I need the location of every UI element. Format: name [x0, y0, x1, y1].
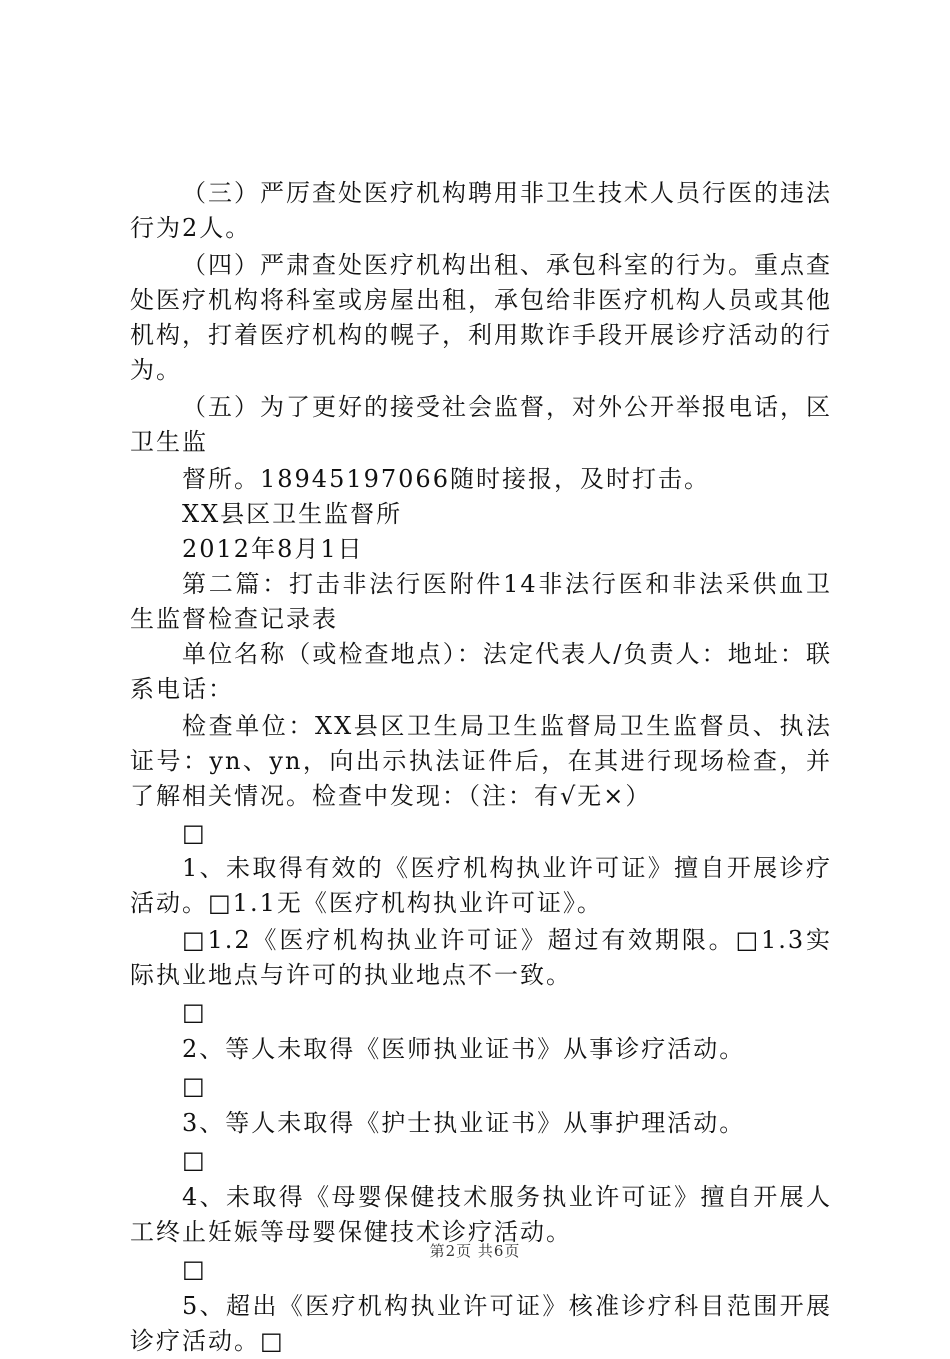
checkbox-line: □	[182, 819, 207, 847]
paragraph-item-3: 3、等人未取得《护士执业证书》从事护理活动。	[182, 1109, 746, 1137]
paragraph-issuer: XX县区卫生监督所	[182, 500, 403, 528]
paragraph-part-two-title: 第二篇：打击非法行医附件14非法行医和非法采供血卫生监督检查记录表	[130, 570, 832, 633]
paragraph-section-4: （四）严肃查处医疗机构出租、承包科室的行为。重点查处医疗机构将科室或房屋出租，承包给非医疗机构人员或其他机构，打着医疗机构的幌子，利用欺诈手段开展诊疗活动的行为。	[130, 251, 832, 384]
paragraph-item-4: 4、未取得《母婴保健技术服务执业许可证》擅自开展人工终止妊娠等母婴保健技术诊疗活动。	[130, 1183, 832, 1246]
checkbox-line: □	[182, 1072, 207, 1100]
paragraph-section-3: （三）严厉查处医疗机构聘用非卫生技术人员行医的违法行为2人。	[130, 179, 832, 242]
document-body	[130, 176, 832, 1359]
paragraph-item-1: 1、未取得有效的《医疗机构执业许可证》擅自开展诊疗活动。□1.1无《医疗机构执业许可证》。	[130, 854, 832, 917]
paragraph-section-5: （五）为了更好的接受社会监督，对外公开举报电话，区卫生监	[130, 393, 832, 456]
paragraph-date: 2012年8月1日	[182, 535, 364, 563]
checkbox-line: □	[182, 1146, 207, 1174]
paragraph-hotline: 督所。18945197066随时接报，及时打击。	[182, 465, 710, 493]
paragraph-item-1-sub: □1.2《医疗机构执业许可证》超过有效期限。□1.3实际执业地点与许可的执业地点不一致。	[130, 926, 832, 989]
paragraph-item-2: 2、等人未取得《医师执业证书》从事诊疗活动。	[182, 1035, 746, 1063]
checkbox-line: □	[182, 1255, 207, 1283]
paragraph-inspection-unit: 检查单位：XX县区卫生局卫生监督局卫生监督员、执法证号：yn、yn，向出示执法证件后，在其进行现场检查，并了解相关情况。检查中发现：（注：有√无×）	[130, 712, 832, 810]
checkbox-line: □	[182, 998, 207, 1026]
paragraph-unit-info: 单位名称（或检查地点）：法定代表人/负责人：地址：联系电话：	[130, 640, 832, 703]
page-footer: 第2页 共6页	[429, 1242, 521, 1260]
paragraph-item-5: 5、超出《医疗机构执业许可证》核准诊疗科目范围开展诊疗活动。□	[130, 1292, 832, 1355]
